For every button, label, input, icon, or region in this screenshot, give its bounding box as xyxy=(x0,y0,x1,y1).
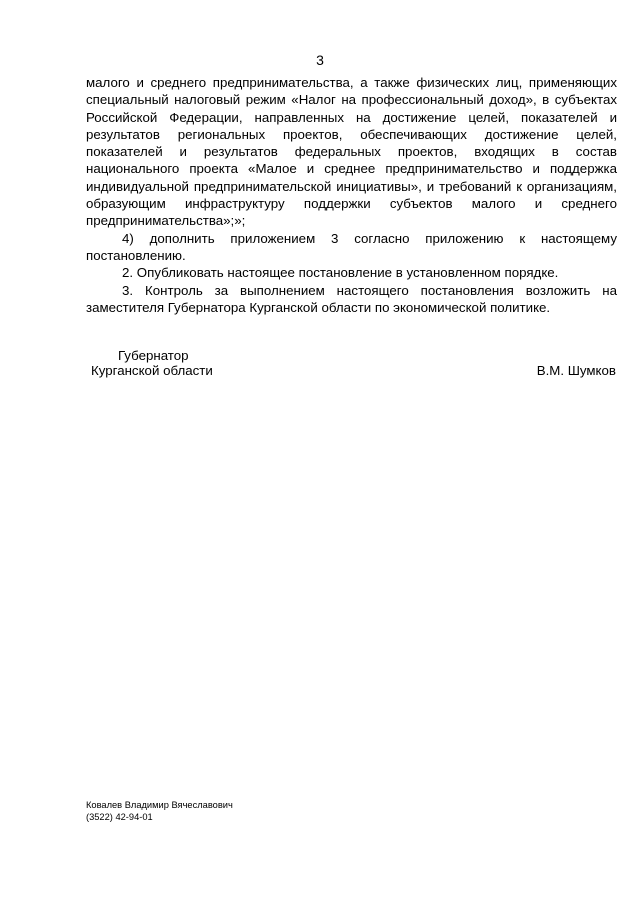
paragraph-continuation: малого и среднего предпринимательства, а также физических лиц, применяющих специальный налоговый режим «Налог на профессиональный доход», в субъектах Российской Федерации, направленных на достижение целей, показателей и результатов региональных проектов, обеспечивающих достижение целей, показателей и результатов федеральных проектов, входящих в состав национального проекта «Малое и среднее предпринимательство и поддержка индивидуальной предпринимательской инициативы», и требований к организациям, образующим инфраструктуру поддержки субъектов малого и среднего предпринимательства»;»; xyxy=(86,75,617,229)
contact-phone: (3522) 42-94-01 xyxy=(86,812,153,822)
paragraph-item-2: 2. Опубликовать настоящее постановление в установленном порядке. xyxy=(122,265,559,281)
contact-person-name: Ковалев Владимир Вячеславович xyxy=(86,800,233,810)
document-body xyxy=(86,74,617,316)
signatory-title: Губернатор xyxy=(118,348,189,363)
signatory-region: Курганской области xyxy=(91,363,213,378)
signatory-name: В.М. Шумков xyxy=(536,363,616,378)
page-number: 3 xyxy=(316,52,324,68)
paragraph-item-4: 4) дополнить приложением 3 согласно приложению к настоящему постановлению. xyxy=(86,230,617,263)
paragraph-item-3: 3. Контроль за выполнением настоящего постановления возложить на заместителя Губернатора Курганской области по экономической политике. xyxy=(86,282,617,315)
